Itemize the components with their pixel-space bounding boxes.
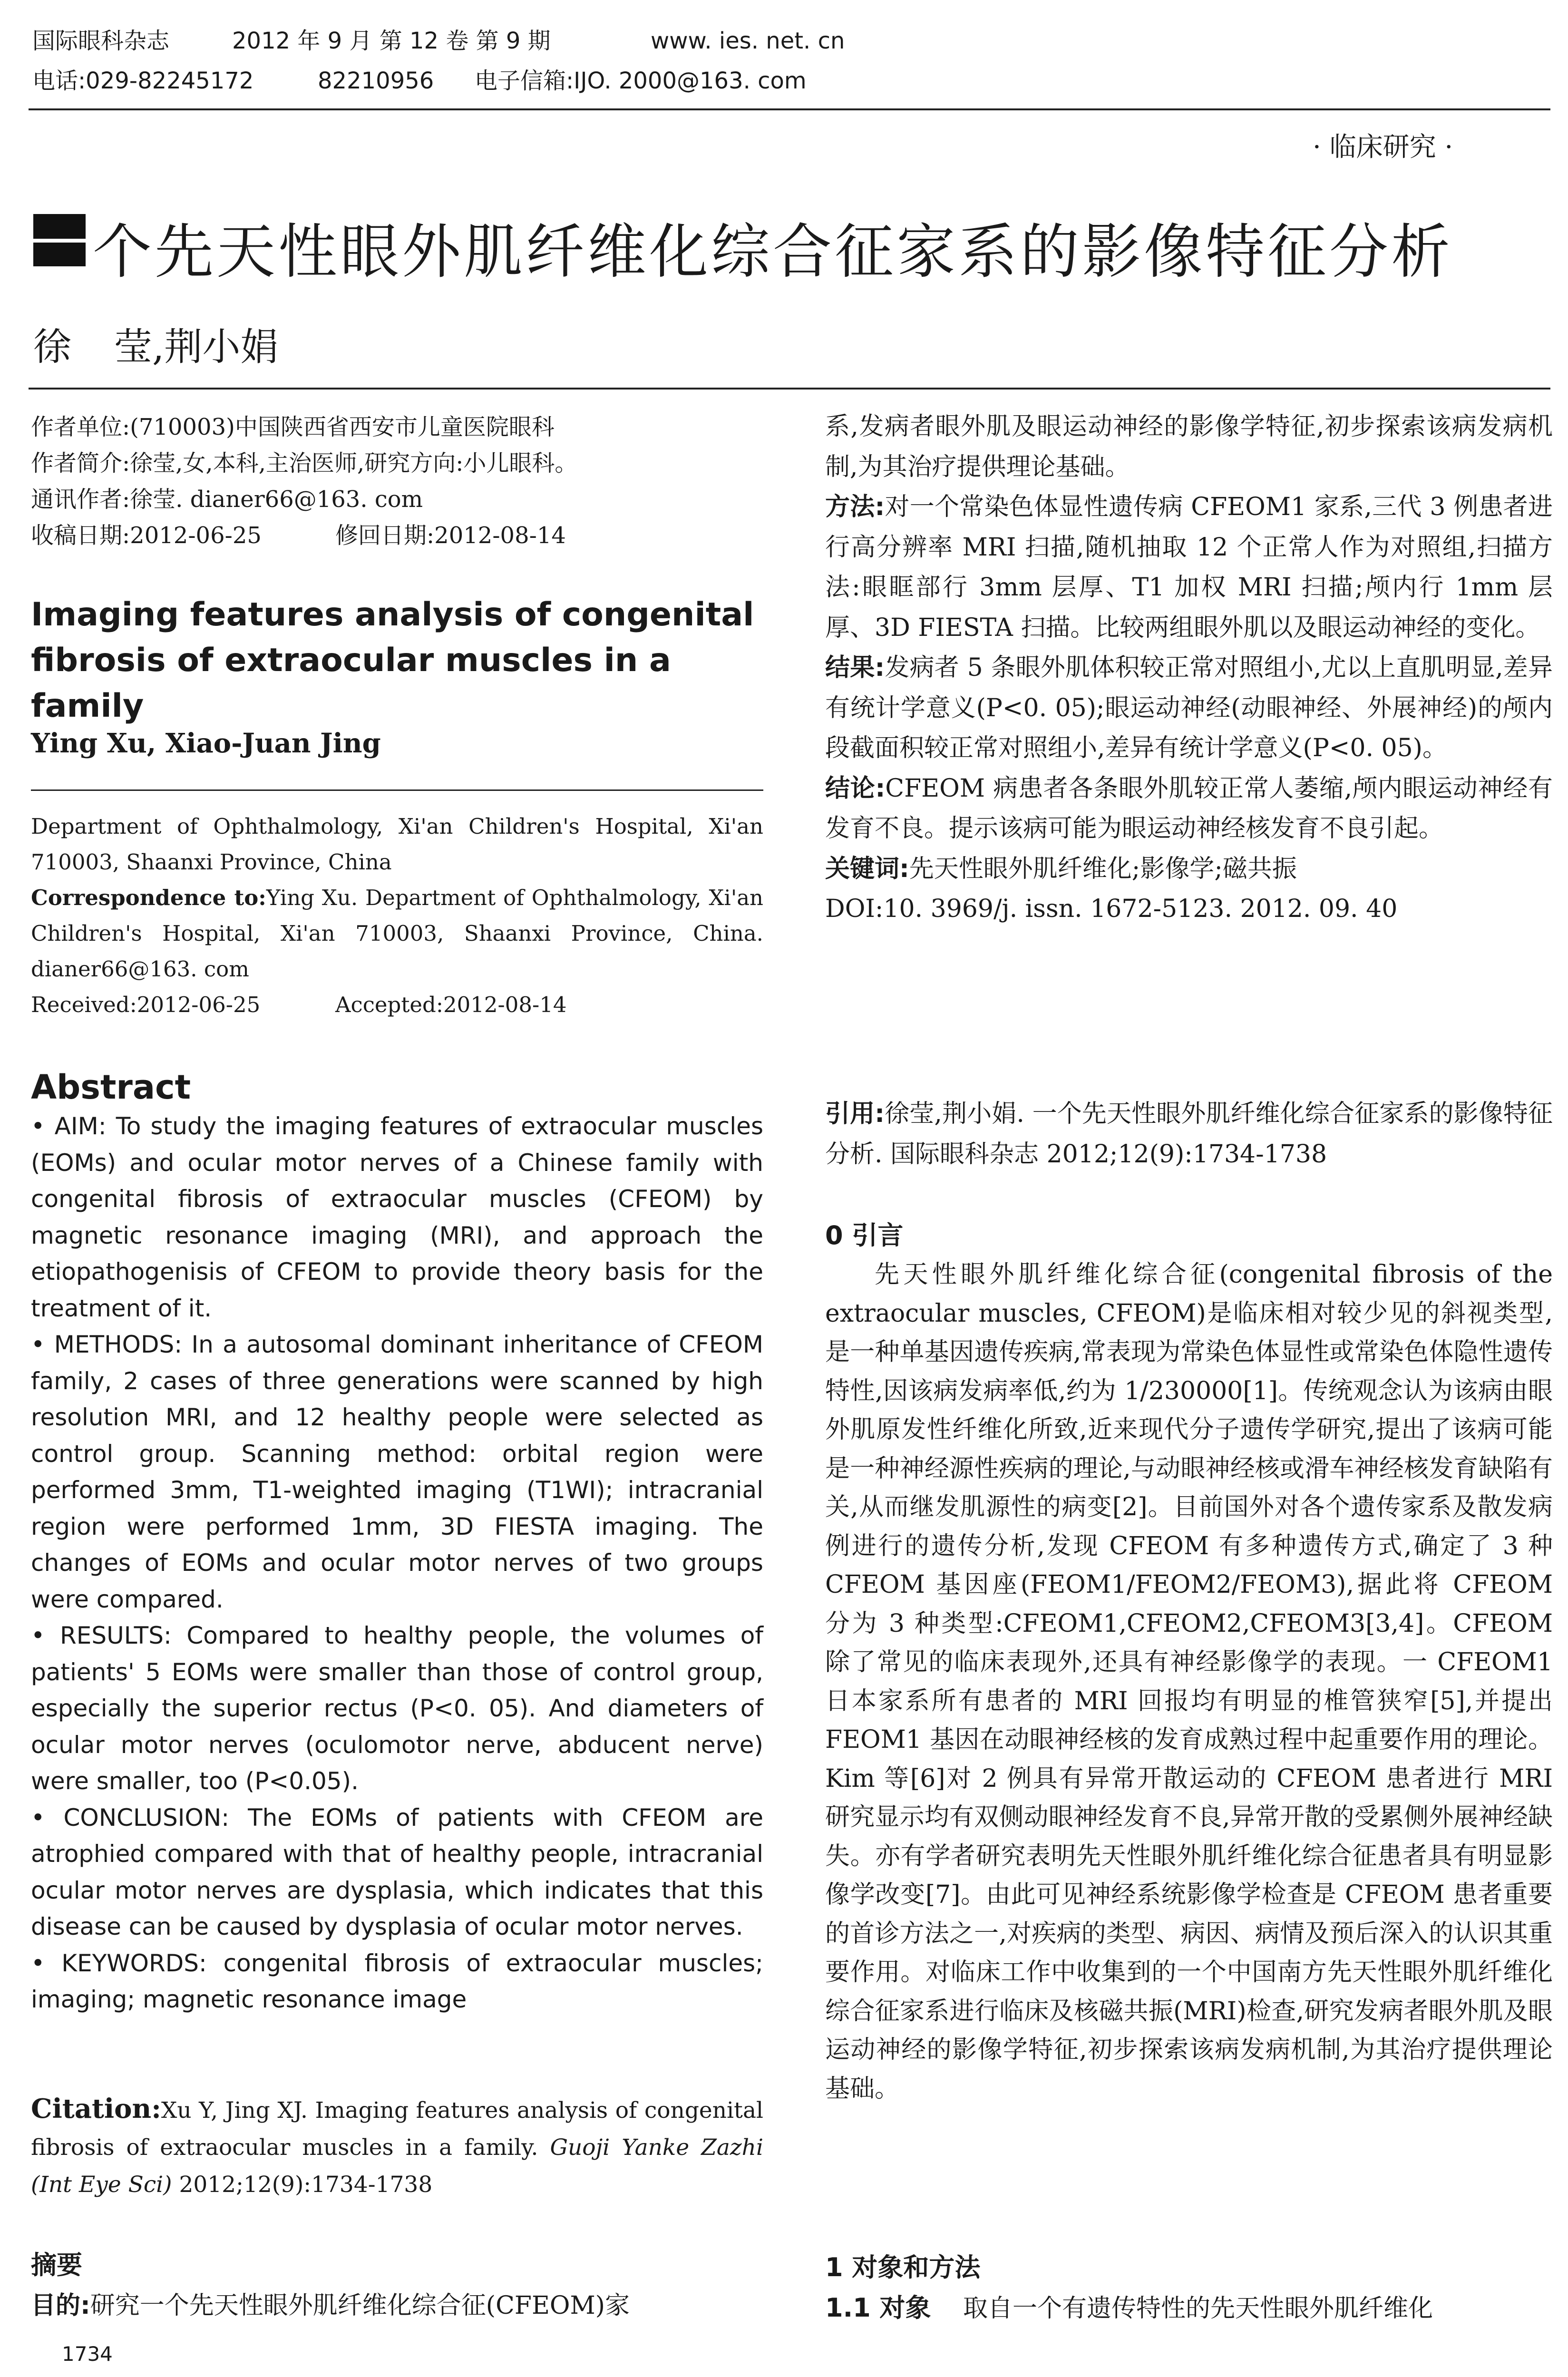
abstract-conclusion: • CONCLUSION: The EOMs of patients with CFEOM are atrophied compared with that of healthy people, intracranial ocular motor nerves are dysplasia, which indicates that this disease can be caused by dysplasia of ocular motor nerves.: [31, 1803, 763, 1940]
zh-keywords: [825, 849, 1553, 889]
issue-info: 2012 年 9 月 第 12 卷 第 9 期: [232, 28, 551, 54]
zh-abstract-heading: 摘要: [31, 2250, 82, 2280]
journal-header: [32, 29, 845, 52]
intro-body: [825, 1256, 1553, 2108]
section-1-1: [825, 2288, 1553, 2324]
citation: [31, 2090, 763, 2203]
citation-label: Citation:: [31, 2093, 161, 2124]
zh-conclusion: [825, 769, 1553, 849]
zh-aim-cont: 系,发病者眼外肌及眼运动神经的影像学特征,初步探索该病发病机制,为其治疗提供理论基础。: [825, 412, 1553, 481]
abstract-aim: • AIM: To study the imaging features of extraocular muscles (EOMs) and ocular motor nerves of a Chinese family with congenital fibrosis of extraocular muscles (CFEOM) by magnetic resonance imaging (MRI), and approach the etiopathogenisis of CFEOM to provide theory basis for the treatment of it.: [31, 1112, 763, 1322]
doi: DOI:10. 3969/j. issn. 1672-5123. 2012. 09. 40: [825, 895, 1398, 923]
affiliation: [31, 809, 763, 1023]
title-block: [33, 200, 1531, 286]
page-title: 个先天性眼外肌纤维化综合征家系的影像特征分析: [93, 218, 1453, 286]
section-1-heading: 1 对象和方法: [825, 2252, 981, 2282]
intro-heading: 0 引言: [825, 1220, 904, 1250]
author-1b: 莹: [114, 325, 152, 369]
citation-journal: Guoji Yanke Zazhi (Int Eye Sci): [31, 2134, 763, 2198]
zh-methods: [825, 487, 1553, 648]
section-1-1-text: 取自一个有遗传特性的先天性眼外肌纤维化: [963, 2294, 1433, 2323]
zh-aim-start: [31, 2285, 763, 2321]
dates: [31, 517, 773, 554]
correspondence-text: Ying Xu. Department of Ophthalmology, Xi'an Children's Hospital, Xi'an 710003, Shaanxi Province, China. dianer66@163. com: [31, 885, 763, 982]
english-authors: Ying Xu, Xiao-Juan Jing: [31, 728, 381, 759]
zh-conclusion-label: 结论:: [825, 774, 886, 803]
department: Department of Ophthalmology, Xi'an Children's Hospital, Xi'an 710003, Shaanxi Province, China: [31, 814, 763, 875]
en-authors-rule: [31, 789, 763, 791]
zh-cite-label: 引用:: [825, 1100, 885, 1128]
zh-aim-text-start: 研究一个先天性眼外肌纤维化综合征(CFEOM)家: [90, 2291, 630, 2320]
zh-citation: [825, 1094, 1553, 1174]
zh-results: [825, 648, 1553, 769]
zh-keywords-text: 先天性眼外肌纤维化;影像学;磁共振: [909, 854, 1297, 883]
phone: 电话:029-82245172: [32, 68, 254, 94]
corresponding-author: 通讯作者:徐莹. dianer66@163. com: [31, 486, 423, 513]
abstract-heading: Abstract: [31, 1068, 191, 1107]
received-date: 收稿日期:2012-06-25: [31, 522, 262, 549]
author-rest: ,荆小娟: [152, 325, 279, 369]
english-title: Imaging features analysis of congenital fibrosis of extraocular muscles in a family: [31, 596, 754, 725]
zh-results-text: 发病者 5 条眼外肌体积较正常对照组小,尤以上直肌明显,差异有统计学意义(P<0. 05);眼运动神经(动眼神经、外展神经)的颅内段截面积较正常对照组小,差异有统计学意义(P<0. 05)。: [825, 653, 1553, 762]
abstract-keywords: • KEYWORDS: congenital fibrosis of extraocular muscles; imaging; magnetic resonance image: [31, 1949, 763, 2013]
author-1a: 徐: [33, 325, 71, 369]
zh-methods-text: 对一个常染色体显性遗传病 CFEOM1 家系,三代 3 例患者进行高分辨率 MRI 扫描,随机抽取 12 个正常人作为对照组,扫描方法:眼眶部行 3mm 层厚、T1 加权 MRI 扫描;颅内行 1mm 层厚、3D FIESTA 扫描。比较两组眼外肌以及眼运动神经的变化。: [825, 493, 1553, 642]
correspondence-label: Correspondence to:: [31, 885, 266, 910]
author-bio: 作者简介:徐莹,女,本科,主治医师,研究方向:小儿眼科。: [31, 450, 578, 477]
section-tag: · 临床研究 ·: [1313, 132, 1453, 163]
en-accepted: Accepted:2012-08-14: [335, 992, 567, 1017]
contact-header: [32, 69, 807, 92]
en-received: Received:2012-06-25: [31, 992, 261, 1017]
author-unit: 作者单位:(710003)中国陕西省西安市儿童医院眼科: [31, 414, 555, 440]
zh-conclusion-text: CFEOM 病患者各条眼外肌较正常人萎缩,颅内眼运动神经有发育不良。提示该病可能为眼运动神经核发育不良引起。: [825, 774, 1553, 843]
page-number: 1734: [62, 2342, 113, 2366]
zh-keywords-label: 关键词:: [825, 854, 909, 883]
intro-paragraph: 先天性眼外肌纤维化综合征(congenital fibrosis of the extraocular muscles, CFEOM)是临床相对较少见的斜视类型,是一种单基因遗传疾病,常表现为常染色体显性或常染色体隐性遗传特性,因该病发病率低,约为 1/230000[1]。传统观念认为该病由眼外肌原发性纤维化所致,近来现代分子遗传学研究,提出了该病可能是一种神经源性疾病的理论,与动眼神经核或滑车神经核发育缺陷有关,从而继发肌源性的病变[2]。目前国外对各个遗传家系及散发病例进行的遗传分析,发现 CFEOM 有多种遗传方式,确定了 3 种 CFEOM 基因座(FEOM1/FEOM2/FEOM3),据此将 CFEOM 分为 3 种类型:CFEOM1,CFEOM2,CFEOM3[3,4]。CFEOM 除了常见的临床表现外,还具有神经影像学的表现。一 CFEOM1 日本家系所有患者的 MRI 回报均有明显的椎管狭窄[5],并提出 FEOM1 基因在动眼神经核的发育成熟过程中起重要作用的理论。Kim 等[6]对 2 例具有异常开散运动的 CFEOM 患者进行 MRI 研究显示均有双侧动眼神经发育不良,异常开散的受累侧外展神经缺失。亦有学者研究表明先天性眼外肌纤维化综合征患者具有明显影像学改变[7]。由此可见神经系统影像学检查是 CFEOM 患者重要的首诊方法之一,对疾病的类型、病因、病情及预后深入的认识其重要作用。对临床工作中收集到的一个中国南方先天性眼外肌纤维化综合征家系进行临床及核磁共振(MRI)检查,研究发病者眼外肌及眼运动神经的影像学特征,初步探索该病发病机制,为其治疗提供理论基础。: [825, 1260, 1553, 2103]
citation-text: Xu Y, Jing XJ. Imaging features analysis of congenital fibrosis of extraocular muscles in a family.: [31, 2097, 763, 2161]
revised-date: 修回日期:2012-08-14: [335, 522, 566, 549]
author-meta: [31, 409, 773, 554]
header-rule: [29, 108, 1550, 110]
correspondence: [31, 880, 763, 987]
abstract-methods: • METHODS: In a autosomal dominant inheritance of CFEOM family, 2 cases of three generations were scanned by high resolution MRI, and 12 healthy people were selected as control group. Scanning method: orbital region were performed 3mm, T1-weighted imaging (T1WI); intracranial region were performed 1mm, 3D FIESTA imaging. The changes of EOMs and ocular motor nerves of two groups were compared.: [31, 1331, 763, 1613]
abstract-results: • RESULTS: Compared to healthy people, the volumes of patients' 5 EOMs were smaller than those of control group, especially the superior rectus (P<0. 05). And diameters of ocular motor nerves (oculomotor nerve, abducent nerve) were smaller, too (P<0.05).: [31, 1622, 763, 1795]
title-number-mark: [33, 214, 86, 266]
zh-abstract-continued: [825, 407, 1553, 929]
website: www. ies. net. cn: [651, 28, 845, 54]
zh-cite-text: 徐莹,荆小娟. 一个先天性眼外肌纤维化综合征家系的影像特征分析. 国际眼科杂志 2012;12(9):1734-1738: [825, 1100, 1553, 1169]
zh-aim-label: 目的:: [31, 2291, 90, 2320]
citation-tail: 2012;12(9):1734-1738: [179, 2172, 433, 2198]
title-rule: [29, 388, 1550, 390]
authors: [33, 316, 278, 371]
zh-results-label: 结果:: [825, 653, 885, 682]
abstract-body: [31, 1108, 763, 2018]
en-dates: [31, 987, 763, 1023]
email: 电子信箱:IJO. 2000@163. com: [475, 68, 807, 94]
journal-name: 国际眼科杂志: [32, 28, 170, 54]
zh-methods-label: 方法:: [825, 493, 885, 521]
section-1-1-label: 1.1 对象: [825, 2293, 931, 2323]
phone2: 82210956: [318, 68, 434, 94]
